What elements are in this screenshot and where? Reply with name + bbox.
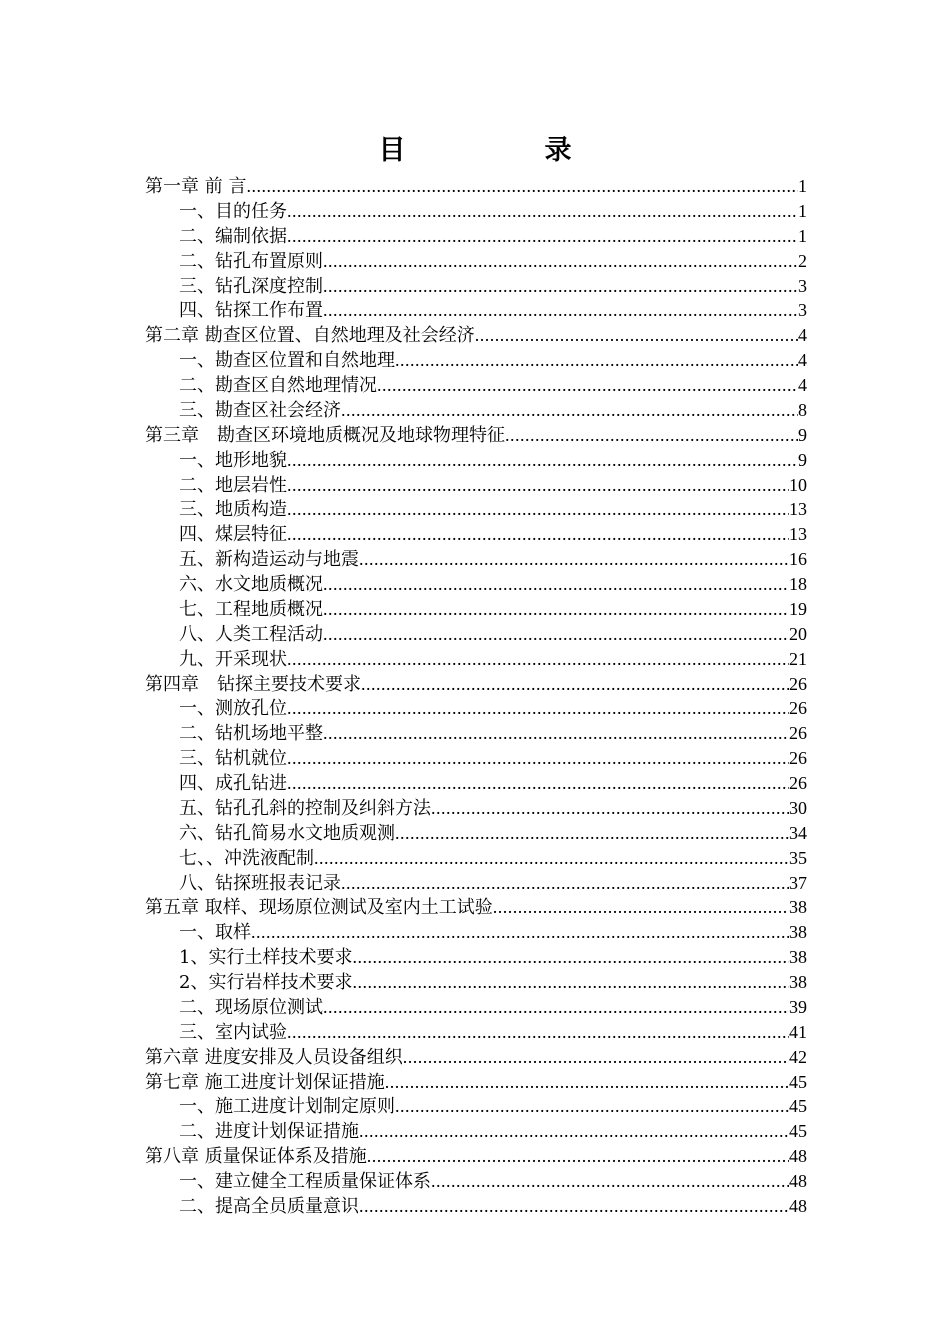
toc-entry-label: 二、钻孔布置原则 (179, 250, 323, 272)
toc-entry-label: 一、建立健全工程质量保证体系 (179, 1171, 431, 1192)
toc-section-entry[interactable] (145, 547, 807, 572)
toc-dot-leader (323, 597, 789, 622)
toc-page-number: 8 (798, 399, 807, 420)
toc-entry-label: 四、成孔钻进 (179, 773, 287, 794)
toc-section-entry[interactable] (145, 224, 807, 249)
toc-page-number: 35 (789, 847, 807, 868)
toc-section-entry[interactable] (145, 945, 807, 970)
toc-page-number: 9 (798, 424, 807, 445)
toc-page-number: 39 (789, 996, 807, 1017)
table-of-contents (145, 174, 807, 1219)
toc-entry-label: 五、新构造运动与地震 (179, 549, 359, 571)
toc-entry-label: 八、钻探班报表记录 (179, 872, 341, 894)
toc-dot-leader (341, 398, 798, 423)
toc-dot-leader (431, 796, 789, 821)
toc-dot-leader (323, 249, 798, 274)
toc-dot-leader (352, 970, 789, 995)
toc-section-entry[interactable] (145, 572, 807, 597)
toc-entry-label: 第三章 勘查区环境地质概况及地球物理特征 (145, 424, 505, 446)
toc-entry-label: 第四章 钻探主要技术要求 (145, 673, 361, 695)
toc-section-entry[interactable] (145, 647, 807, 672)
toc-page-number: 26 (789, 773, 807, 793)
toc-page-number: 45 (789, 1121, 807, 1142)
toc-chapter-entry[interactable] (145, 672, 807, 697)
toc-entry-label: 三、勘查区社会经济 (179, 399, 341, 421)
toc-chapter-entry[interactable] (145, 895, 807, 920)
toc-entry-label: 1、实行土样技术要求 (179, 947, 353, 969)
toc-dot-leader (287, 473, 789, 498)
toc-dot-leader (475, 323, 798, 348)
toc-dot-leader (287, 746, 789, 771)
toc-entry-label: 第五章 取样、现场原位测试及室内土工试验 (145, 897, 493, 919)
toc-page-number: 16 (789, 549, 807, 570)
toc-page-number: 41 (789, 1021, 807, 1042)
toc-section-entry[interactable] (145, 473, 807, 498)
toc-dot-leader (287, 448, 798, 473)
toc-section-entry[interactable] (145, 597, 807, 622)
toc-page-number: 18 (789, 574, 807, 594)
toc-page-number: 48 (789, 1171, 807, 1191)
toc-entry-label: 三、地质构造 (179, 499, 287, 521)
toc-page-number: 38 (789, 897, 807, 918)
toc-entry-label: 九、开采现状 (179, 648, 287, 670)
toc-section-entry[interactable] (145, 696, 807, 721)
toc-dot-leader (361, 672, 789, 697)
toc-chapter-entry[interactable] (145, 323, 807, 348)
toc-entry-label: 六、水文地质概况 (179, 574, 323, 595)
toc-entry-label: 二、现场原位测试 (179, 996, 323, 1018)
toc-entry-label: 二、编制依据 (179, 225, 287, 247)
toc-section-entry[interactable] (145, 274, 807, 299)
toc-page-number: 48 (789, 1195, 807, 1216)
toc-page-number: 3 (798, 275, 807, 296)
toc-dot-leader (287, 771, 789, 796)
toc-section-entry[interactable] (145, 1169, 807, 1194)
toc-page-number: 30 (789, 797, 807, 818)
toc-page-number: 26 (789, 748, 807, 769)
toc-entry-label: 一、测放孔位 (179, 698, 287, 720)
toc-dot-leader (395, 821, 789, 846)
toc-section-entry[interactable] (145, 348, 807, 373)
toc-entry-label: 三、室内试验 (179, 1021, 287, 1043)
toc-title: 目 录 (378, 135, 628, 166)
toc-entry-label: 一、施工进度计划制定原则 (179, 1096, 395, 1118)
toc-entry-label: 第八章 质量保证体系及措施 (145, 1146, 367, 1168)
toc-dot-leader (367, 1144, 789, 1169)
toc-dot-leader (323, 995, 789, 1020)
toc-dot-leader (323, 721, 789, 746)
toc-section-entry[interactable] (145, 448, 807, 473)
toc-page-number: 4 (798, 325, 807, 346)
toc-dot-leader (359, 1194, 789, 1219)
toc-section-entry[interactable] (145, 249, 807, 274)
toc-dot-leader (359, 547, 789, 572)
toc-section-entry[interactable] (145, 398, 807, 423)
toc-page-number: 13 (789, 524, 807, 545)
toc-dot-leader (377, 373, 798, 398)
toc-section-entry[interactable] (145, 796, 807, 821)
toc-entry-label: 二、提高全员质量意识 (179, 1195, 359, 1217)
toc-entry-label: 七、工程地质概况 (179, 598, 323, 620)
toc-dot-leader (287, 522, 789, 547)
toc-entry-label: 第六章 进度安排及人员设备组织 (145, 1046, 403, 1068)
toc-page-number: 38 (789, 922, 807, 943)
toc-section-entry[interactable] (145, 522, 807, 547)
toc-dot-leader (395, 1094, 789, 1119)
toc-entry-label: 二、钻机场地平整 (179, 723, 323, 745)
toc-entry-label: 三、钻机就位 (179, 748, 287, 770)
toc-section-entry[interactable] (145, 1094, 807, 1119)
toc-dot-leader (246, 174, 798, 199)
toc-dot-leader (251, 920, 789, 945)
toc-page-number: 37 (789, 872, 807, 893)
toc-section-entry[interactable] (145, 298, 807, 323)
toc-page-number: 26 (789, 673, 807, 694)
toc-section-entry[interactable] (145, 622, 807, 647)
toc-entry-label: 二、勘查区自然地理情况 (179, 375, 377, 396)
toc-chapter-entry[interactable] (145, 1070, 807, 1095)
toc-entry-label: 2、实行岩样技术要求 (179, 972, 353, 993)
toc-page-number: 42 (789, 1046, 807, 1067)
toc-dot-leader (287, 1020, 789, 1045)
toc-chapter-entry[interactable] (145, 1045, 807, 1070)
toc-page-number: 21 (789, 648, 807, 669)
toc-page-number: 1 (798, 225, 807, 246)
toc-entry-label: 一、勘查区位置和自然地理 (179, 350, 395, 372)
toc-section-entry[interactable] (145, 373, 807, 398)
toc-entry-label: 第一章 前 言 (145, 176, 247, 197)
toc-page-number: 4 (798, 350, 807, 371)
toc-section-entry[interactable] (145, 970, 807, 995)
toc-section-entry[interactable] (145, 199, 807, 224)
toc-chapter-entry[interactable] (145, 174, 807, 199)
toc-dot-leader (287, 199, 798, 224)
toc-entry-label: 四、煤层特征 (179, 524, 287, 546)
toc-page-number: 45 (789, 1071, 807, 1092)
toc-page-number: 38 (789, 972, 807, 992)
toc-dot-leader (352, 945, 789, 970)
toc-section-entry[interactable] (145, 746, 807, 771)
toc-entry-label: 第七章 施工进度计划保证措施 (145, 1071, 385, 1093)
toc-page-number: 45 (789, 1096, 807, 1117)
toc-section-entry[interactable] (145, 1020, 807, 1045)
toc-page-number: 26 (789, 698, 807, 719)
toc-entry-label: 三、钻孔深度控制 (179, 275, 323, 297)
toc-page-number: 26 (789, 723, 807, 744)
toc-page-number: 10 (789, 474, 807, 495)
toc-dot-leader (403, 1045, 789, 1070)
toc-dot-leader (431, 1169, 789, 1194)
toc-section-entry[interactable] (145, 871, 807, 896)
toc-entry-label: 二、地层岩性 (179, 474, 287, 496)
toc-dot-leader (323, 298, 798, 323)
toc-entry-label: 二、进度计划保证措施 (179, 1121, 359, 1143)
toc-page-number: 19 (789, 598, 807, 619)
toc-page-number: 20 (789, 623, 807, 644)
toc-dot-leader (323, 572, 789, 597)
toc-entry-label: 八、人类工程活动 (179, 623, 323, 645)
toc-page-number: 3 (798, 300, 807, 321)
toc-page-number: 4 (798, 375, 807, 395)
toc-dot-leader (395, 348, 798, 373)
toc-dot-leader (314, 846, 789, 871)
toc-entry-label: 四、钻探工作布置 (179, 300, 323, 322)
toc-chapter-entry[interactable] (145, 423, 807, 448)
toc-dot-leader (359, 1119, 789, 1144)
toc-dot-leader (287, 696, 789, 721)
toc-page-number: 34 (789, 822, 807, 843)
toc-entry-label: 七、、冲洗液配制 (179, 847, 314, 869)
toc-dot-leader (385, 1070, 789, 1095)
toc-dot-leader (287, 224, 798, 249)
toc-section-entry[interactable] (145, 821, 807, 846)
toc-entry-label: 第二章 勘查区位置、自然地理及社会经济 (145, 325, 475, 347)
toc-chapter-entry[interactable] (145, 1144, 807, 1169)
toc-section-entry[interactable] (145, 1119, 807, 1144)
toc-dot-leader (323, 622, 789, 647)
toc-page-number: 48 (789, 1146, 807, 1167)
toc-section-entry[interactable] (145, 846, 807, 871)
toc-dot-leader (505, 423, 798, 448)
toc-section-entry[interactable] (145, 721, 807, 746)
toc-section-entry[interactable] (145, 1194, 807, 1219)
toc-section-entry[interactable] (145, 920, 807, 945)
toc-section-entry[interactable] (145, 995, 807, 1020)
toc-page-number: 38 (789, 947, 807, 968)
toc-entry-label: 六、钻孔简易水文地质观测 (179, 822, 395, 844)
toc-entry-label: 一、目的任务 (179, 200, 287, 222)
toc-entry-label: 一、地形地貌 (179, 449, 287, 471)
toc-section-entry[interactable] (145, 497, 807, 522)
toc-page-number: 1 (798, 176, 807, 196)
toc-page-number: 13 (789, 499, 807, 520)
toc-dot-leader (493, 895, 789, 920)
toc-section-entry[interactable] (145, 771, 807, 796)
toc-page-number: 2 (798, 250, 807, 271)
toc-dot-leader (341, 871, 789, 896)
toc-entry-label: 五、钻孔孔斜的控制及纠斜方法 (179, 797, 431, 819)
toc-page-number: 1 (798, 200, 807, 221)
toc-dot-leader (287, 647, 789, 672)
toc-dot-leader (287, 497, 789, 522)
toc-dot-leader (323, 274, 798, 299)
toc-page-number: 9 (798, 449, 807, 470)
toc-entry-label: 一、取样 (179, 922, 251, 944)
